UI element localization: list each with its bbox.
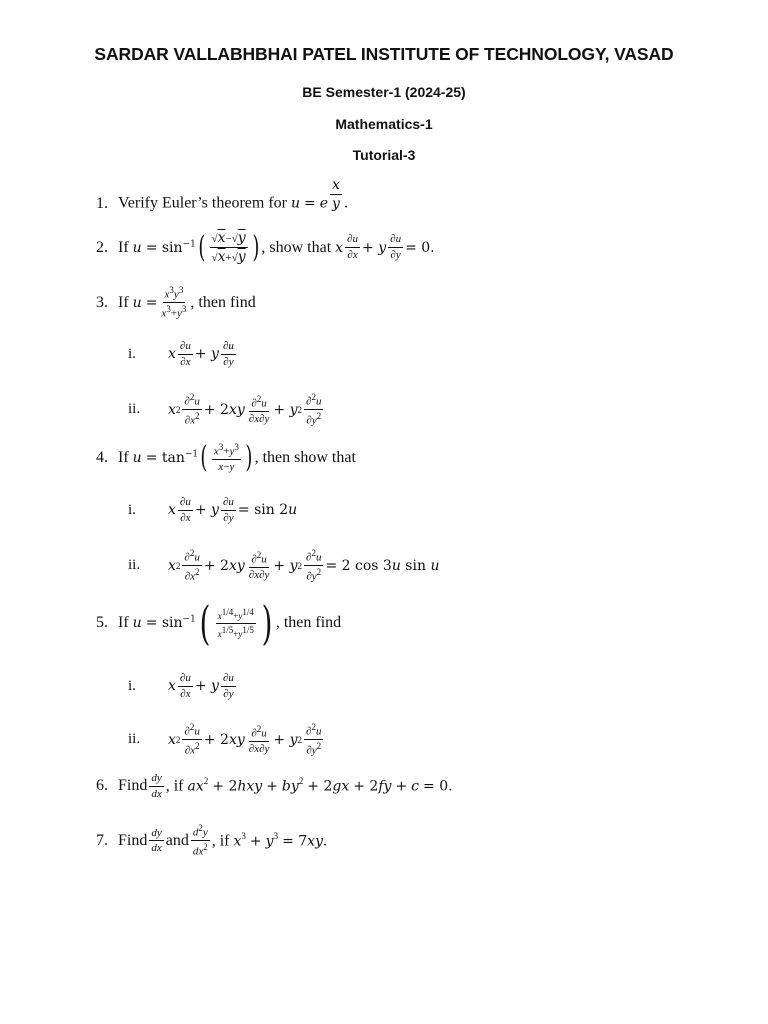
question-3-part-i: i. x $\frac{\partial u}{\partial x}$ + y $\frac{\partial u}{\partial y}$: [128, 340, 234, 368]
question-number: 2.: [96, 238, 108, 256]
question-5-part-i: i. x $\frac{\partial u}{\partial x}$ + y $\frac{\partial u}{\partial y}$: [128, 672, 234, 700]
part-label: ii.: [128, 557, 141, 574]
part-label: ii.: [128, 731, 141, 748]
part-label: i.: [128, 345, 136, 362]
question-number: 5.: [96, 614, 108, 631]
question-number: 7.: [96, 831, 108, 849]
question-number: 3.: [96, 293, 108, 311]
subject-heading: Mathematics-1: [335, 116, 433, 132]
question-number: 6.: [96, 777, 108, 795]
part-label: i.: [128, 501, 136, 518]
question-7: 7. Find $\frac{dy}{dx}$ and $\frac{d^2y}{dx^2}$ , if $x^3 + y^3 = 7xy$.: [96, 823, 327, 858]
question-4-part-ii: ii. x 2 $\frac{\partial^2u}{\partial x^2}$ + 2 xy $\frac{\partial^2u}{\partial x\partial y}$ + y 2 $\frac{\partial^2u}{\partial y^2}$ = 2 cos 3 u sin u: [128, 548, 440, 583]
question-2: 2. If $u = \sin^{-1}$ ( $\frac{√x-√y}{√x+√y}$ ) , show that x $\frac{\partial u}{\partial x}$ + y $\frac{\partial u}{\partial y}$ = 0.: [96, 229, 435, 266]
question-number: 4.: [96, 448, 108, 466]
question-3-part-ii: ii. x 2 $\frac{\partial^2u}{\partial x^2}$ + 2 xy $\frac{\partial^2u}{\partial x\partial y}$ + y 2 $\frac{\partial^2u}{\partial y^2}$: [128, 392, 322, 427]
question-text: Verify Euler’s theorem for u = e $\frac{x}{y}$ .: [118, 177, 348, 213]
question-3: 3. If u = $\frac{x^3y^3}{x^3+y^3}$ , then find: [96, 285, 256, 320]
tutorial-heading: Tutorial-3: [352, 147, 416, 163]
institute-title: SARDAR VALLABHBHAI PATEL INSTITUTE OF TECHNOLOGY, VASAD: [94, 44, 674, 64]
question-4: 4. If $u = \tan^{-1}$ ( $\frac{x^3+y^3}{x-y}$ ) , then show that: [96, 439, 356, 475]
question-1: [96, 177, 348, 221]
question-number: 1.: [96, 194, 108, 212]
question-5-part-ii: ii. x 2 $\frac{\partial^2u}{\partial x^2}$ + 2 xy $\frac{\partial^2u}{\partial x\partial y}$ + y 2 $\frac{\partial^2u}{\partial y^2}$: [128, 722, 322, 757]
question-4-part-i: i. x $\frac{\partial u}{\partial x}$ + y $\frac{\partial u}{\partial y}$ = sin 2 u: [128, 496, 298, 524]
part-label: ii.: [128, 401, 141, 418]
question-6: 6. Find $\frac{dy}{dx}$ , if $ax^2 + 2hxy + by^2 + 2gx + 2fy + c = 0$.: [96, 772, 453, 800]
question-5: 5. If $u = \sin^{-1}$ ( $\frac{x^{1/4}+y^{1/4}}{x^{1/5}+y^{1/5}}$ ) , then find: [96, 596, 342, 650]
semester-heading: BE Semester-1 (2024-25): [302, 84, 466, 100]
part-label: i.: [128, 677, 136, 694]
